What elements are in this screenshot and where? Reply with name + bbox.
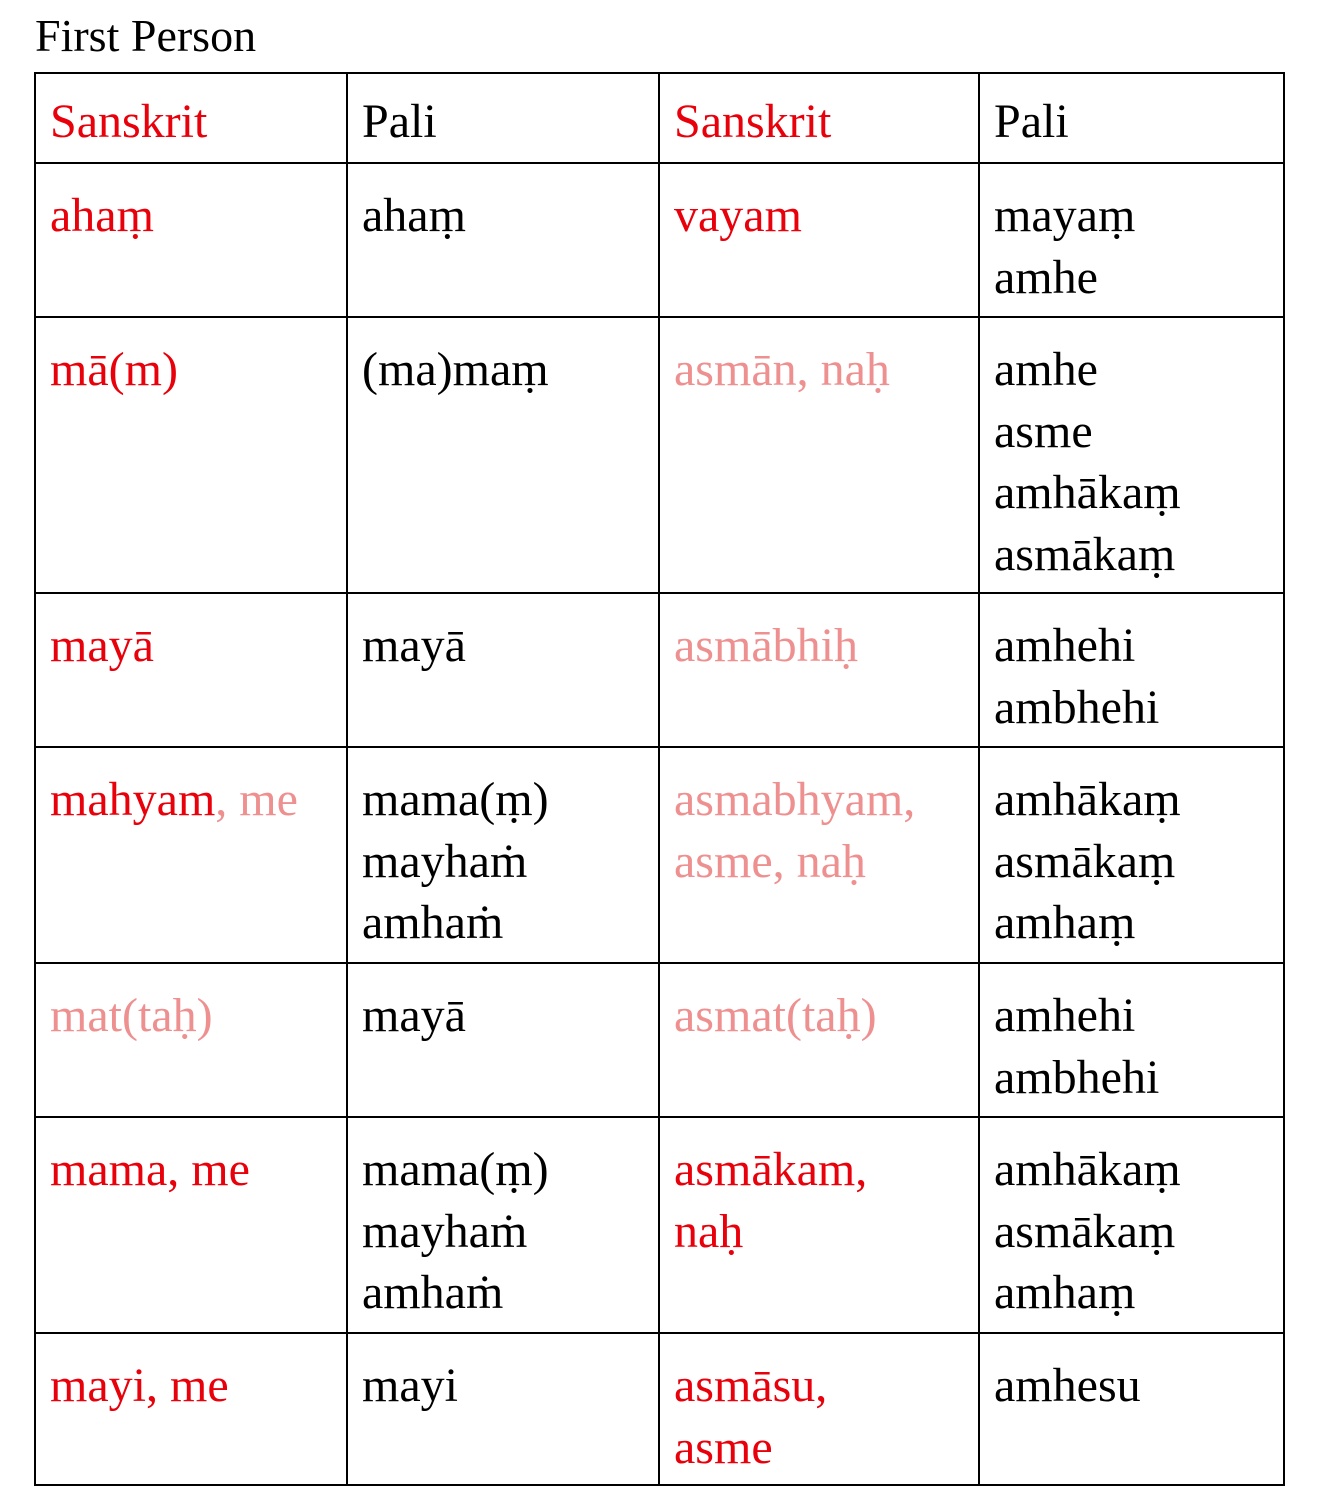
form-text: asmābhiḥ xyxy=(674,619,858,672)
form-text: asmān, naḥ xyxy=(674,343,890,396)
form-text: amhehi xyxy=(994,989,1136,1042)
sanskrit-plural-cell xyxy=(659,1333,979,1485)
form-text: asme xyxy=(994,404,1093,458)
table-row xyxy=(35,163,1284,317)
sanskrit-singular-cell xyxy=(35,593,347,747)
form-text: asmākaṃ xyxy=(994,834,1176,888)
pali-singular-cell xyxy=(347,1117,659,1333)
pali-plural-cell xyxy=(979,1333,1284,1485)
sanskrit-plural-cell xyxy=(659,593,979,747)
form-text: (ma)maṃ xyxy=(362,343,549,396)
form-text: mā(m) xyxy=(50,343,178,396)
form-text: naḥ xyxy=(674,1204,744,1258)
sanskrit-singular-cell xyxy=(35,1333,347,1485)
pali-plural-cell xyxy=(979,317,1284,593)
pali-singular-cell xyxy=(347,1333,659,1485)
form-text: ahaṃ xyxy=(362,189,466,242)
form-text: asmākaṃ xyxy=(994,527,1176,581)
form-text: amhaṁ xyxy=(362,1266,504,1319)
form-text: amhaṃ xyxy=(994,896,1136,949)
pali-plural-cell xyxy=(979,747,1284,963)
sanskrit-plural-cell xyxy=(659,163,979,317)
form-text: amhesu xyxy=(994,1359,1141,1412)
form-text: mayā xyxy=(50,619,154,672)
form-text: asmabhyam, xyxy=(674,773,916,826)
form-text-secondary: , me xyxy=(215,773,298,826)
sanskrit-singular-cell xyxy=(35,1117,347,1333)
table-row xyxy=(35,1117,1284,1333)
form-text: amhākaṃ xyxy=(994,773,1181,826)
sanskrit-singular-cell xyxy=(35,317,347,593)
form-text: vayam xyxy=(674,189,802,242)
form-text: asme xyxy=(674,1420,773,1474)
sanskrit-plural-cell xyxy=(659,1117,979,1333)
header-cell-pali-plural: Pali xyxy=(979,73,1284,163)
form-text: asme, naḥ xyxy=(674,834,866,888)
form-text: amhehi xyxy=(994,619,1136,672)
sanskrit-singular-cell xyxy=(35,747,347,963)
first-person-table xyxy=(34,72,1285,1486)
pali-singular-cell xyxy=(347,747,659,963)
form-text: mama(ṃ) xyxy=(362,1143,549,1196)
form-text: amhe xyxy=(994,343,1098,396)
table-row xyxy=(35,963,1284,1117)
form-text: mayaṃ xyxy=(994,189,1136,242)
form-text: amhākaṃ xyxy=(994,1143,1181,1196)
form-text: amhaṁ xyxy=(362,896,504,949)
form-text: asmākam, xyxy=(674,1143,868,1196)
pali-singular-cell xyxy=(347,963,659,1117)
pali-plural-cell xyxy=(979,963,1284,1117)
form-text: mama(ṃ) xyxy=(362,773,549,826)
form-text: ahaṃ xyxy=(50,189,154,242)
table-row xyxy=(35,1333,1284,1485)
sanskrit-singular-cell xyxy=(35,963,347,1117)
form-text: asmāsu, xyxy=(674,1359,828,1412)
pali-plural-cell xyxy=(979,163,1284,317)
pali-singular-cell xyxy=(347,163,659,317)
form-text xyxy=(50,769,334,831)
sanskrit-plural-cell xyxy=(659,963,979,1117)
table-row xyxy=(35,317,1284,593)
form-text: mama, me xyxy=(50,1143,250,1196)
header-row xyxy=(35,73,1284,163)
header-cell-sanskrit-singular: Sanskrit xyxy=(35,73,347,163)
sanskrit-plural-cell xyxy=(659,747,979,963)
table-row xyxy=(35,747,1284,963)
form-text: amhākaṃ xyxy=(994,466,1181,519)
form-text: amhaṃ xyxy=(994,1266,1136,1319)
table-row xyxy=(35,593,1284,747)
form-text: mayi, me xyxy=(50,1359,229,1412)
form-text: mat(taḥ) xyxy=(50,989,213,1042)
header-cell-pali-singular: Pali xyxy=(347,73,659,163)
form-text: asmat(taḥ) xyxy=(674,989,877,1042)
form-text: asmākaṃ xyxy=(994,1204,1176,1258)
form-text: mayhaṁ xyxy=(362,834,528,888)
pali-singular-cell xyxy=(347,593,659,747)
form-text: ambhehi xyxy=(994,680,1160,734)
pali-plural-cell xyxy=(979,1117,1284,1333)
form-text: mayā xyxy=(362,989,466,1042)
pali-plural-cell xyxy=(979,593,1284,747)
form-text: mayhaṁ xyxy=(362,1204,528,1258)
header-cell-sanskrit-plural: Sanskrit xyxy=(659,73,979,163)
form-text: amhe xyxy=(994,250,1098,304)
pali-singular-cell xyxy=(347,317,659,593)
sanskrit-plural-cell xyxy=(659,317,979,593)
form-text-primary: mahyam xyxy=(50,773,216,826)
form-text: ambhehi xyxy=(994,1050,1160,1104)
page-title: First Person xyxy=(35,10,257,61)
sanskrit-singular-cell xyxy=(35,163,347,317)
form-text: mayi xyxy=(362,1359,458,1412)
form-text: mayā xyxy=(362,619,466,672)
